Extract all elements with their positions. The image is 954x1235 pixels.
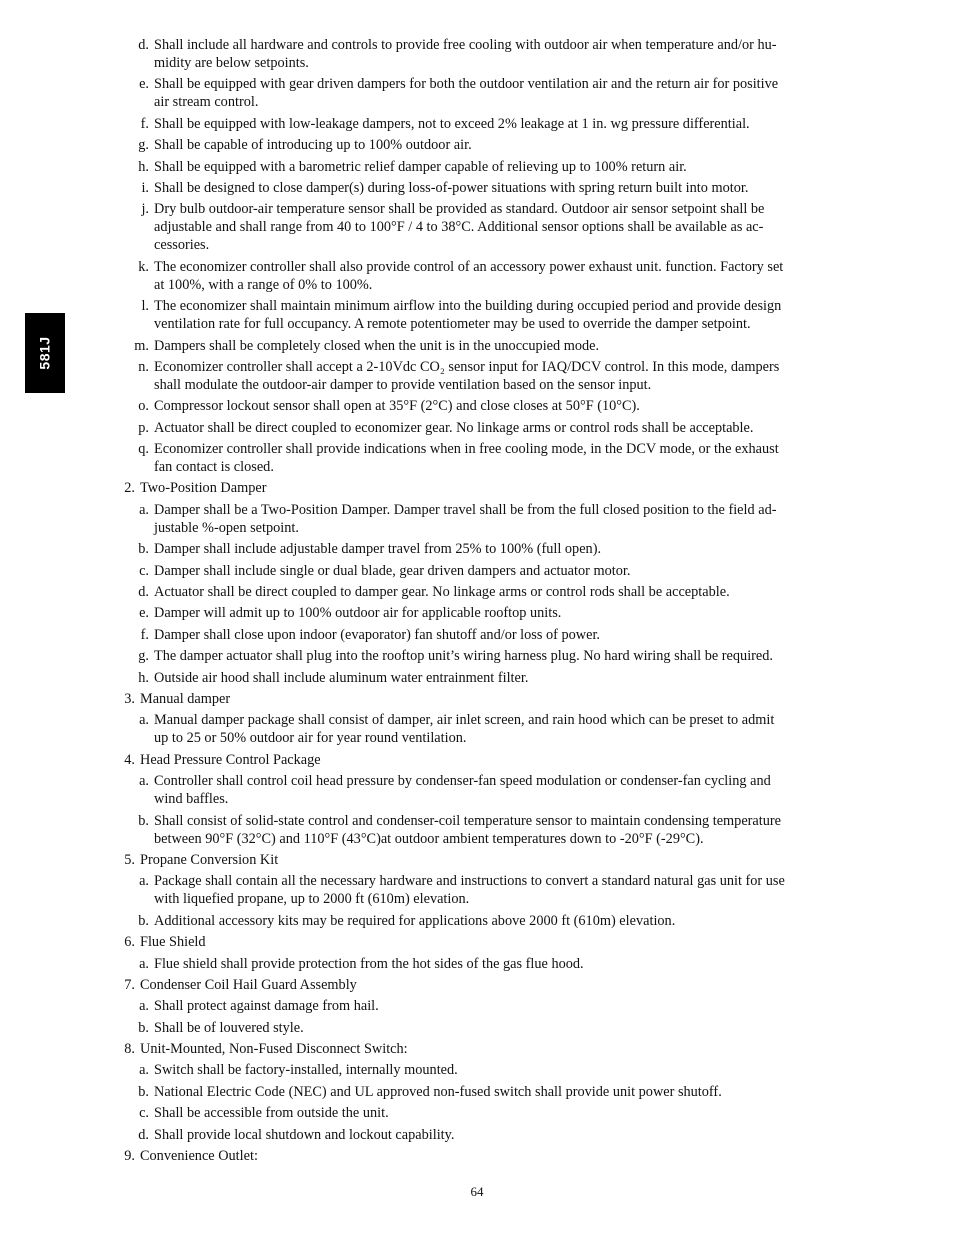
text-line: Additional accessory kits may be required for applications above 2000 ft (610m) elevation. <box>154 912 676 929</box>
list-item <box>0 297 954 333</box>
text-line: adjustable and shall range from 40 to 100°F / 4 to 38°C. Additional sensor options shall be available as ac- <box>154 219 764 236</box>
document-body <box>0 36 954 1168</box>
list-text <box>140 933 860 951</box>
list-marker: a. <box>139 1062 149 1079</box>
text-line: Flue Shield <box>140 934 206 951</box>
section-heading <box>0 479 954 497</box>
text-line: Shall be designed to close damper(s) during loss-of-power situations with spring return built into motor. <box>154 179 749 196</box>
text-line: Damper shall close upon indoor (evaporator) fan shutoff and/or loss of power. <box>154 626 601 643</box>
text-line: Switch shall be factory-installed, internally mounted. <box>154 1062 458 1079</box>
list-text <box>140 1147 860 1165</box>
list-marker: c. <box>139 1105 149 1122</box>
list-text <box>154 1104 863 1122</box>
list-item <box>0 540 954 558</box>
list-marker: b. <box>138 1019 149 1036</box>
list-marker: i. <box>141 179 149 196</box>
text-line: Controller shall control coil head pressure by condenser-fan speed modulation or condenser-fan cycling and <box>154 773 771 790</box>
page-number: 64 <box>470 1184 484 1199</box>
list-marker: g. <box>138 648 149 665</box>
text-line: Shall be of louvered style. <box>154 1019 304 1036</box>
list-marker: 6. <box>124 934 135 951</box>
text-line: Two-Position Damper <box>140 480 267 497</box>
text-line: Shall be equipped with gear driven dampers for both the outdoor ventilation air and the return air for positive <box>154 76 779 93</box>
list-item <box>0 200 954 254</box>
list-item <box>0 136 954 154</box>
list-item <box>0 997 954 1015</box>
text-line: Shall protect against damage from hail. <box>154 998 379 1015</box>
list-marker: o. <box>138 398 149 415</box>
list-text <box>154 604 863 622</box>
section-heading <box>0 1147 954 1165</box>
list-marker: f. <box>140 115 149 132</box>
list-text <box>140 1040 860 1058</box>
text-line: wind baffles. <box>154 791 229 808</box>
list-text <box>140 851 860 869</box>
list-item <box>0 1083 954 1101</box>
list-text <box>140 690 860 708</box>
text-line: Damper will admit up to 100% outdoor air for applicable rooftop units. <box>154 605 562 622</box>
list-marker: k. <box>138 258 149 275</box>
list-item <box>0 501 954 537</box>
list-text <box>154 258 863 294</box>
list-text <box>154 337 863 355</box>
list-text <box>154 1019 863 1037</box>
list-marker: 3. <box>124 690 135 707</box>
section-heading <box>0 851 954 869</box>
list-marker: 9. <box>124 1148 135 1165</box>
list-text <box>154 1126 863 1144</box>
list-marker: d. <box>138 37 149 53</box>
list-item <box>0 1104 954 1122</box>
list-text <box>154 812 863 848</box>
text-line: Shall include all hardware and controls to provide free cooling with outdoor air when temperature and/or hu- <box>154 37 777 53</box>
list-text <box>154 955 863 973</box>
text-line: Damper shall include adjustable damper travel from 25% to 100% (full open). <box>154 541 602 558</box>
text-line: Manual damper package shall consist of damper, air inlet screen, and rain hood which can be preset to admit <box>154 712 775 729</box>
list-marker: a. <box>139 955 149 972</box>
list-marker: e. <box>139 76 149 93</box>
list-marker: b. <box>138 541 149 558</box>
text-line: Shall consist of solid-state control and condenser-coil temperature sensor to maintain condensing temperature <box>154 812 782 829</box>
list-marker: 8. <box>124 1041 135 1058</box>
list-item <box>0 440 954 476</box>
list-item <box>0 955 954 973</box>
list-text <box>154 200 863 254</box>
text-line: shall modulate the outdoor-air damper to provide ventilation based on the sensor input. <box>154 376 652 393</box>
text-line: Head Pressure Control Package <box>140 751 321 768</box>
text-line: Economizer controller shall accept a 2-10Vdc CO₂ sensor input for IAQ/DCV control. In this mode, dampers <box>154 358 780 375</box>
list-text <box>154 626 863 644</box>
list-text <box>154 1083 863 1101</box>
section-heading <box>0 690 954 708</box>
text-line: Dampers shall be completely closed when the unit is in the unoccupied mode. <box>154 337 600 354</box>
list-item <box>0 419 954 437</box>
list-text <box>140 751 860 769</box>
list-item <box>0 562 954 580</box>
text-line: Compressor lockout sensor shall open at 35°F (2°C) and close closes at 50°F (10°C). <box>154 398 640 415</box>
list-item <box>0 115 954 133</box>
text-line: Package shall contain all the necessary hardware and instructions to convert a standard natural gas unit for use <box>154 873 785 890</box>
section-heading <box>0 976 954 994</box>
list-text <box>154 297 863 333</box>
list-item <box>0 647 954 665</box>
list-marker: a. <box>139 998 149 1015</box>
list-text <box>154 772 863 808</box>
list-marker: p. <box>138 419 149 436</box>
list-marker: q. <box>138 441 149 458</box>
list-marker: b. <box>138 912 149 929</box>
list-item <box>0 397 954 415</box>
list-marker: h. <box>138 669 149 686</box>
list-marker: 5. <box>124 851 135 868</box>
list-marker: a. <box>139 712 149 729</box>
text-line: Actuator shall be direct coupled to damper gear. No linkage arms or control rods shall be acceptable. <box>154 584 730 601</box>
list-text <box>154 997 863 1015</box>
list-text <box>154 440 863 476</box>
list-text <box>154 912 863 930</box>
list-item <box>0 75 954 111</box>
list-marker: g. <box>138 137 149 154</box>
list-marker: e. <box>139 605 149 622</box>
list-marker: f. <box>140 626 149 643</box>
list-text <box>154 872 863 908</box>
list-item <box>0 358 954 394</box>
list-item <box>0 583 954 601</box>
list-marker: l. <box>141 298 149 315</box>
text-line: Condenser Coil Hail Guard Assembly <box>140 976 357 993</box>
list-text <box>154 540 863 558</box>
text-line: The damper actuator shall plug into the rooftop unit’s wiring harness plug. No hard wiring shall be required. <box>154 648 773 665</box>
list-marker: a. <box>139 773 149 790</box>
list-text <box>154 36 863 72</box>
text-line: ventilation rate for full occupancy. A remote potentiometer may be used to override the damper setpoint. <box>154 316 751 333</box>
list-item <box>0 912 954 930</box>
text-line: The economizer shall maintain minimum airflow into the building during occupied period and provide design <box>154 298 782 315</box>
list-item <box>0 711 954 747</box>
list-text <box>154 1061 863 1079</box>
list-item <box>0 1061 954 1079</box>
list-item <box>0 669 954 687</box>
list-item <box>0 258 954 294</box>
list-text <box>140 976 860 994</box>
list-text <box>154 583 863 601</box>
list-item <box>0 626 954 644</box>
text-line: air stream control. <box>154 94 259 111</box>
list-marker: a. <box>139 501 149 518</box>
list-marker: 4. <box>124 751 135 768</box>
list-text <box>154 75 863 111</box>
list-text <box>154 711 863 747</box>
list-item <box>0 158 954 176</box>
text-line: Economizer controller shall provide indications when in free cooling mode, in the DCV mode, or the exhaust <box>154 441 779 458</box>
text-line: Damper shall be a Two-Position Damper. Damper travel shall be from the full closed position to the field ad- <box>154 501 777 518</box>
list-text <box>140 479 860 497</box>
list-text <box>154 501 863 537</box>
text-line: Damper shall include single or dual blade, gear driven dampers and actuator motor. <box>154 562 631 579</box>
list-marker: d. <box>138 584 149 601</box>
list-item <box>0 1019 954 1037</box>
list-marker: 7. <box>124 976 135 993</box>
text-line: justable %-open setpoint. <box>154 519 299 536</box>
text-line: Propane Conversion Kit <box>140 851 279 868</box>
list-marker: m. <box>134 337 149 354</box>
list-marker: h. <box>138 158 149 175</box>
list-text <box>154 115 863 133</box>
text-line: up to 25 or 50% outdoor air for year round ventilation. <box>154 730 467 747</box>
text-line: Unit-Mounted, Non-Fused Disconnect Switch: <box>140 1041 408 1058</box>
section-heading <box>0 933 954 951</box>
text-line: Dry bulb outdoor-air temperature sensor shall be provided as standard. Outdoor air sensor setpoint shall be <box>154 201 765 218</box>
text-line: Shall be accessible from outside the unit. <box>154 1105 389 1122</box>
list-item <box>0 1126 954 1144</box>
list-item <box>0 772 954 808</box>
text-line: midity are below setpoints. <box>154 55 309 71</box>
list-text <box>154 669 863 687</box>
text-line: Shall provide local shutdown and lockout capability. <box>154 1126 455 1143</box>
list-text <box>154 358 863 394</box>
list-marker: b. <box>138 812 149 829</box>
list-item <box>0 36 954 72</box>
list-marker: c. <box>139 562 149 579</box>
text-line: Shall be equipped with low-leakage dampers, not to exceed 2% leakage at 1 in. wg pressure differential. <box>154 115 750 132</box>
text-line: The economizer controller shall also provide control of an accessory power exhaust unit. function. Factory set <box>154 258 784 275</box>
list-item <box>0 179 954 197</box>
list-marker: j. <box>141 201 149 218</box>
section-heading <box>0 1040 954 1058</box>
text-line: with liquefied propane, up to 2000 ft (610m) elevation. <box>154 891 470 908</box>
list-marker: n. <box>138 358 149 375</box>
text-line: Shall be capable of introducing up to 100% outdoor air. <box>154 137 472 154</box>
side-tab-label: 581J <box>37 336 53 370</box>
text-line: Outside air hood shall include aluminum water entrainment filter. <box>154 669 529 686</box>
text-line: at 100%, with a range of 0% to 100%. <box>154 276 373 293</box>
list-item <box>0 604 954 622</box>
list-text <box>154 397 863 415</box>
text-line: Actuator shall be direct coupled to economizer gear. No linkage arms or control rods shall be acceptable. <box>154 419 754 436</box>
text-line: National Electric Code (NEC) and UL approved non-fused switch shall provide unit power shutoff. <box>154 1083 722 1100</box>
text-line: fan contact is closed. <box>154 459 274 476</box>
text-line: Convenience Outlet: <box>140 1148 258 1165</box>
list-marker: d. <box>138 1126 149 1143</box>
list-item <box>0 872 954 908</box>
list-text <box>154 647 863 665</box>
text-line: Manual damper <box>140 690 231 707</box>
text-line: between 90°F (32°C) and 110°F (43°C)at outdoor ambient temperatures down to -20°F (-29°C). <box>154 830 704 847</box>
list-text <box>154 136 863 154</box>
list-item <box>0 337 954 355</box>
section-heading <box>0 751 954 769</box>
text-line: Flue shield shall provide protection from the hot sides of the gas flue hood. <box>154 955 584 972</box>
list-marker: 2. <box>124 480 135 497</box>
list-text <box>154 419 863 437</box>
list-marker: a. <box>139 873 149 890</box>
list-text <box>154 158 863 176</box>
text-line: Shall be equipped with a barometric relief damper capable of relieving up to 100% return air. <box>154 158 687 175</box>
list-marker: b. <box>138 1083 149 1100</box>
text-line: cessories. <box>154 237 210 254</box>
list-text <box>154 179 863 197</box>
list-text <box>154 562 863 580</box>
list-item <box>0 812 954 848</box>
